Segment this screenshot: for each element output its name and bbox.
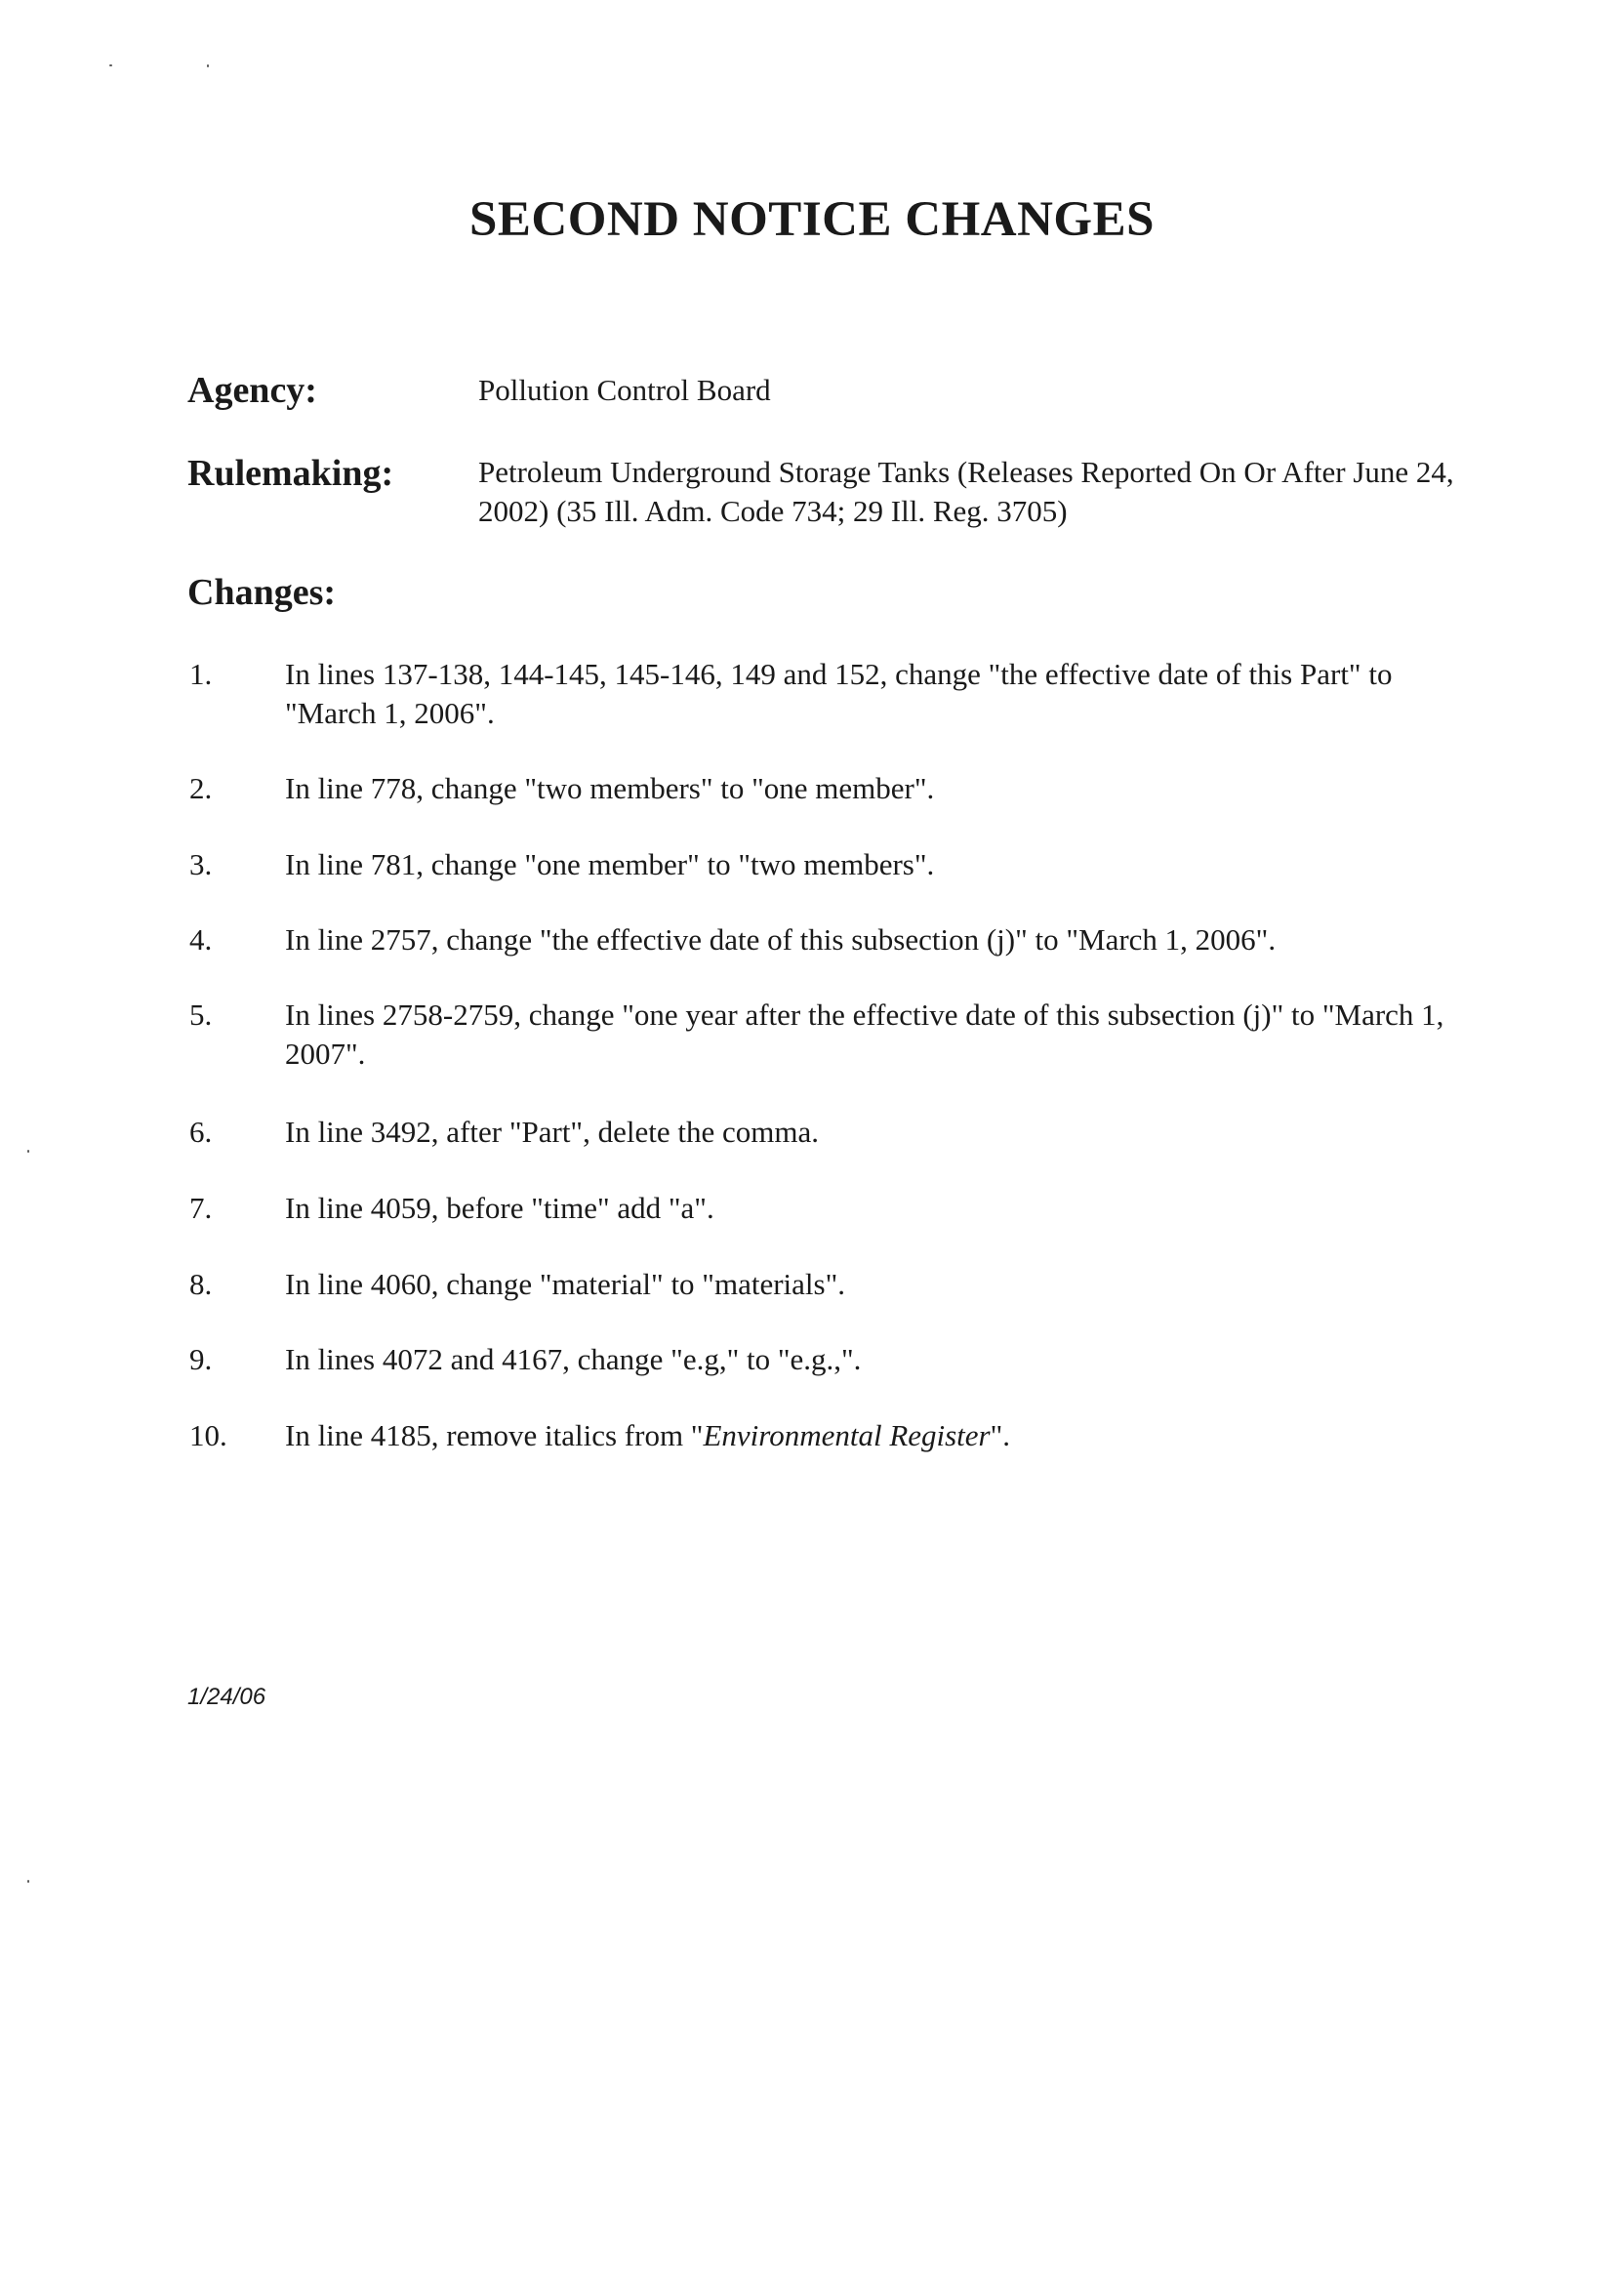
rulemaking-label: Rulemaking: xyxy=(187,453,394,494)
change-number: 1. xyxy=(189,657,213,691)
change-number: 6. xyxy=(189,1115,213,1149)
page-title: SECOND NOTICE CHANGES xyxy=(469,192,1155,247)
agency-value: Pollution Control Board xyxy=(478,373,771,407)
scan-speck xyxy=(207,64,209,67)
rulemaking-value: Petroleum Underground Storage Tanks (Releases Reported On Or After June 24, 2002) (35 Ill. Adm. Code 734; 29 Ill. Reg. 3705) xyxy=(478,455,1454,528)
change-number: 5. xyxy=(189,998,213,1032)
change-number: 3. xyxy=(189,847,213,881)
change-text-italic: Environmental Register xyxy=(703,1418,991,1452)
change-text: In line 781, change "one member" to "two members". xyxy=(285,847,935,881)
change-text: In line 3492, after "Part", delete the comma. xyxy=(285,1115,819,1149)
change-number: 7. xyxy=(189,1191,213,1225)
change-text: In line 2757, change "the effective date of this subsection (j)" to "March 1, 2006". xyxy=(285,922,1277,957)
agency-label: Agency: xyxy=(187,370,317,411)
change-text xyxy=(285,1416,1485,1455)
change-text: In line 4060, change "material" to "materials". xyxy=(285,1267,845,1301)
change-number: 4. xyxy=(189,922,213,957)
change-text: In lines 4072 and 4167, change "e.g," to "e.g.,". xyxy=(285,1342,862,1376)
change-text-after: ". xyxy=(990,1418,1011,1452)
change-text: In line 4059, before "time" add "a". xyxy=(285,1191,714,1225)
document-date: 1/24/06 xyxy=(187,1684,266,1710)
change-text: In lines 137-138, 144-145, 145-146, 149 and 152, change "the effective date of this Part" to "March 1, 2006". xyxy=(285,657,1393,730)
scan-speck xyxy=(27,1880,29,1883)
scan-speck xyxy=(27,1150,29,1153)
change-number: 2. xyxy=(189,771,213,805)
change-text: In line 778, change "two members" to "one member". xyxy=(285,771,935,805)
changes-heading: Changes: xyxy=(187,572,337,613)
change-number: 9. xyxy=(189,1342,213,1376)
change-number: 8. xyxy=(189,1267,213,1301)
change-number: 10. xyxy=(189,1418,227,1452)
change-text: In lines 2758-2759, change "one year after the effective date of this subsection (j)" to "March 1, 2007". xyxy=(285,998,1444,1071)
scan-speck xyxy=(109,64,112,66)
change-text-before: In line 4185, remove italics from " xyxy=(285,1418,704,1452)
